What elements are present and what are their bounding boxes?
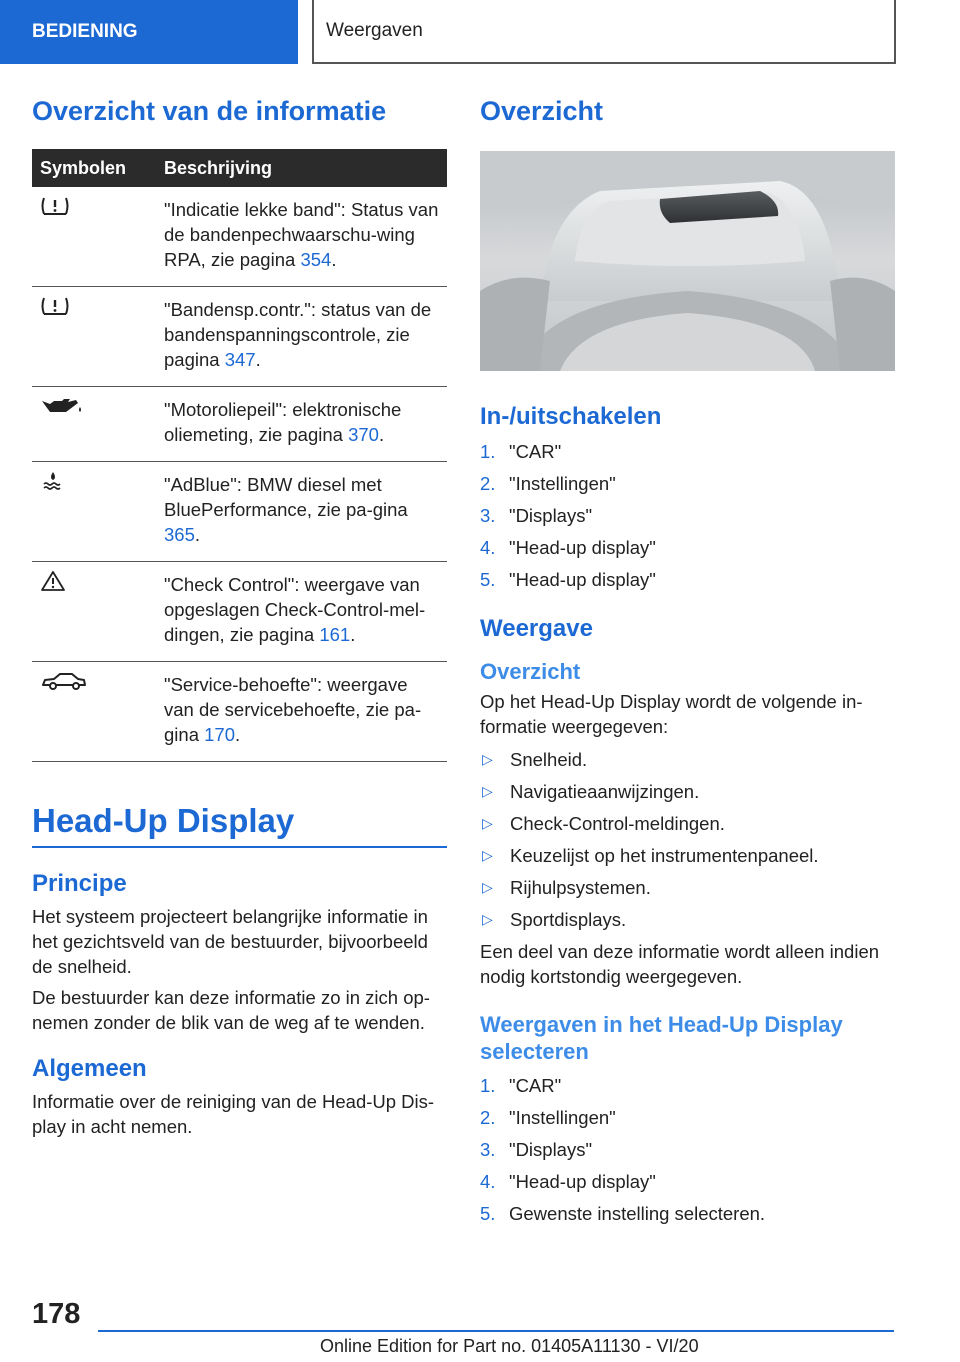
page-number: 178 xyxy=(32,1298,81,1330)
edition-footer: Online Edition for Part no. 01405A11130 - VI/20 xyxy=(320,1336,699,1356)
warning-triangle-icon xyxy=(40,570,66,592)
table-row: "AdBlue": BMW diesel met BluePerformance, zie pa-gina 365. xyxy=(32,462,447,562)
bullet-triangle-icon: ▷ xyxy=(482,783,493,799)
principe-paragraph-1: Het systeem projecteert belangrijke informatie in het gezichtsveld van de bestuurder, bijvoorbeeld de snelheid. xyxy=(32,906,428,977)
bullet-triangle-icon: ▷ xyxy=(482,847,493,863)
right-column xyxy=(480,96,895,1233)
page-link[interactable]: 347 xyxy=(224,349,256,370)
left-column xyxy=(32,96,447,1139)
bullet-triangle-icon: ▷ xyxy=(482,879,493,895)
oil-can-icon xyxy=(40,395,86,417)
table-row: "Check Control": weergave van opgeslagen Check-Control-mel-dingen, zie pagina 161. xyxy=(32,562,447,662)
list-item: 4. "Head-up display" xyxy=(480,1171,656,1192)
hud-photo xyxy=(480,151,895,371)
weergave-bullets xyxy=(480,747,895,939)
page-link[interactable]: 161 xyxy=(319,624,351,645)
list-item: 1. "CAR" xyxy=(480,1075,562,1096)
list-item: ▷ Keuzelijst op het instrumentenpaneel. xyxy=(480,843,895,875)
weergave-outro: Een deel van deze informatie wordt alleen indien nodig kortstondig weergegeven. xyxy=(480,941,880,987)
table-row: "Indicatie lekke band": Status van de bandenpechwaarschu-wing RPA, zie pagina 354. xyxy=(32,187,447,287)
table-row: "Motoroliepeil": elektronische oliemeting, zie pagina 370. xyxy=(32,387,447,462)
bullet-triangle-icon: ▷ xyxy=(482,751,493,767)
list-item: 3. "Displays" xyxy=(480,505,593,526)
list-item: ▷ Check-Control-meldingen. xyxy=(480,811,895,843)
section-label: BEDIENING xyxy=(32,21,138,42)
page-link[interactable]: 370 xyxy=(348,424,379,445)
list-item: 5. Gewenste instelling selecteren. xyxy=(480,1203,766,1224)
col-description: Beschrijving xyxy=(156,149,447,187)
symbol-table xyxy=(32,149,447,762)
chapter-header xyxy=(312,0,896,64)
tire-pressure-warning-icon xyxy=(40,195,70,217)
algemeen-paragraph: Informatie over de reiniging van de Head-Up Dis-play in acht nemen. xyxy=(32,1091,435,1137)
page-link[interactable]: 170 xyxy=(204,724,235,745)
select-title: Weergaven in het Head-Up Display selecteren xyxy=(480,1012,843,1064)
page-link[interactable]: 354 xyxy=(300,249,332,270)
table-heading: Overzicht van de informatie xyxy=(32,96,387,126)
algemeen-title: Algemeen xyxy=(32,1055,147,1082)
list-item: ▷ Navigatieaanwijzingen. xyxy=(480,779,895,811)
hud-title: Head-Up Display xyxy=(32,802,447,848)
section-tab xyxy=(0,0,298,64)
list-item: ▷ Snelheid. xyxy=(480,747,895,779)
hud-dashboard-image xyxy=(480,151,895,371)
page-link[interactable]: 365 xyxy=(164,524,195,545)
list-item: 4. "Head-up display" xyxy=(480,537,656,558)
inuit-title: In-/uitschakelen xyxy=(480,403,662,430)
bullet-triangle-icon: ▷ xyxy=(482,911,493,927)
overzicht-title: Overzicht xyxy=(480,96,604,126)
footer-divider xyxy=(98,1330,894,1332)
list-item: ▷ Rijhulpsystemen. xyxy=(480,875,895,907)
chapter-label: Weergaven xyxy=(326,20,423,41)
principe-title: Principe xyxy=(32,870,127,897)
list-item: 2. "Instellingen" xyxy=(480,1107,616,1128)
col-symbols: Symbolen xyxy=(32,149,156,187)
weergave-subtitle: Overzicht xyxy=(480,659,581,684)
tire-pressure-warning-icon xyxy=(40,295,70,317)
weergave-title: Weergave xyxy=(480,615,593,642)
list-item: 2. "Instellingen" xyxy=(480,473,616,494)
table-row: "Bandensp.contr.": status van de bandenspanningscontrole, zie pagina 347. xyxy=(32,287,447,387)
list-item: ▷ Sportdisplays. xyxy=(480,907,895,939)
list-item: 3. "Displays" xyxy=(480,1139,593,1160)
principe-paragraph-2: De bestuurder kan deze informatie zo in zich op-nemen zonder de blik van de weg af te wenden. xyxy=(32,987,430,1033)
select-steps xyxy=(480,1073,895,1233)
list-item: 5. "Head-up display" xyxy=(480,569,656,590)
table-row: "Service-behoefte": weergave van de servicebehoefte, zie pa-gina 170. xyxy=(32,662,447,762)
inuit-steps xyxy=(480,439,895,599)
weergave-intro: Op het Head-Up Display wordt de volgende in-formatie weergegeven: xyxy=(480,691,863,737)
adblue-icon xyxy=(40,470,66,492)
service-car-icon xyxy=(40,670,88,692)
list-item: 1. "CAR" xyxy=(480,441,562,462)
bullet-triangle-icon: ▷ xyxy=(482,815,493,831)
